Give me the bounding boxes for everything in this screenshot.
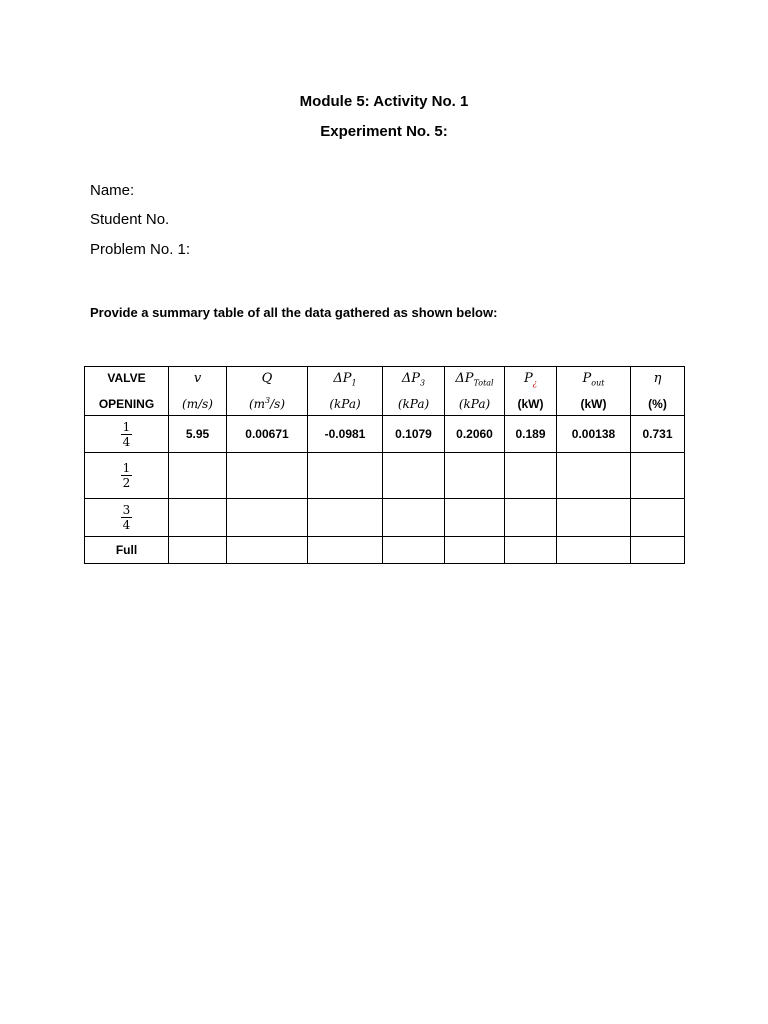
header-valve-bottom: OPENING: [98, 397, 155, 411]
header-flow-rate: [227, 367, 308, 416]
header-dp-total-symbol: $\Delta P_{Total}$: [455, 371, 494, 388]
table-row: [85, 499, 685, 537]
table-cell: [227, 453, 308, 499]
table-cell: [308, 453, 383, 499]
table-cell: 0.2060: [445, 416, 505, 453]
header-power-out-unit: (kW): [580, 397, 607, 411]
header-efficiency: [631, 367, 685, 416]
problem-field-label: Problem No. 1:: [90, 241, 191, 258]
fraction: $\frac{3}{4}$: [122, 503, 131, 532]
table-cell: [631, 453, 685, 499]
table-cell: [631, 499, 685, 537]
header-efficiency-unit: (%): [648, 397, 667, 411]
table-cell: [383, 453, 445, 499]
header-velocity-symbol: v: [193, 371, 202, 386]
instruction-text: Provide a summary table of all the data gathered as shown below:: [90, 305, 498, 320]
page-title: Module 5: Activity No. 1: [299, 93, 469, 110]
table-cell: [557, 499, 631, 537]
header-dp-total-unit: (kPa): [458, 397, 491, 411]
summary-table: [84, 366, 685, 564]
header-dp1-symbol: $\Delta P_1$: [333, 371, 357, 388]
table-cell: [505, 537, 557, 564]
table-cell: [383, 537, 445, 564]
table-cell: 0.00671: [227, 416, 308, 453]
header-dp1-unit: (kPa): [329, 397, 361, 411]
header-velocity: [169, 367, 227, 416]
header-power-out: [557, 367, 631, 416]
table-cell: [445, 453, 505, 499]
valve-opening-cell: [85, 499, 169, 537]
header-efficiency-symbol: η: [653, 371, 662, 386]
table-cell: [169, 537, 227, 564]
header-power-in: [505, 367, 557, 416]
table-cell: [169, 499, 227, 537]
table-header-row: [85, 367, 685, 416]
fraction: $\frac{1}{4}$: [122, 419, 131, 449]
valve-opening-cell: [85, 416, 169, 453]
table-cell: [505, 453, 557, 499]
header-valve-top: VALVE: [107, 371, 146, 385]
header-power-out-symbol: $P_{out}$: [582, 371, 605, 388]
table-cell: [227, 537, 308, 564]
header-flow-unit: $(m^3/s)$: [248, 396, 286, 411]
table-cell: [308, 537, 383, 564]
header-valve-opening: [85, 367, 169, 416]
table-cell: [445, 537, 505, 564]
table-cell: 0.731: [631, 416, 685, 453]
valve-opening-cell: [85, 453, 169, 499]
table-cell: -0.0981: [308, 416, 383, 453]
table-cell: [631, 537, 685, 564]
table-row: [85, 416, 685, 453]
table-cell: [557, 453, 631, 499]
valve-opening-cell: Full: [85, 537, 169, 564]
header-power-in-unit: (kW): [517, 397, 544, 411]
table-row: [85, 537, 685, 564]
page-subtitle: Experiment No. 5:: [320, 123, 448, 140]
fraction: $\frac{1}{2}$: [122, 461, 131, 490]
header-flow-symbol: Q: [261, 371, 273, 386]
table-cell: [557, 537, 631, 564]
table-cell: [169, 453, 227, 499]
header-power-in-symbol: $P_¿$: [523, 371, 538, 388]
header-dp3-symbol: $\Delta P_3$: [401, 371, 426, 388]
table-cell: 0.00138: [557, 416, 631, 453]
table-cell: [505, 499, 557, 537]
table-cell: 5.95: [169, 416, 227, 453]
header-velocity-unit: (m/s): [182, 397, 213, 411]
table-cell: [308, 499, 383, 537]
table-row: [85, 453, 685, 499]
table-cell: [383, 499, 445, 537]
table-cell: 0.189: [505, 416, 557, 453]
header-dp-total: [445, 367, 505, 416]
header-dp3-unit: (kPa): [397, 397, 430, 411]
header-dp1: [308, 367, 383, 416]
table-cell: [445, 499, 505, 537]
student-no-field-label: Student No.: [90, 211, 170, 228]
table-cell: 0.1079: [383, 416, 445, 453]
table-cell: [227, 499, 308, 537]
header-dp3: [383, 367, 445, 416]
name-field-label: Name:: [90, 182, 135, 199]
